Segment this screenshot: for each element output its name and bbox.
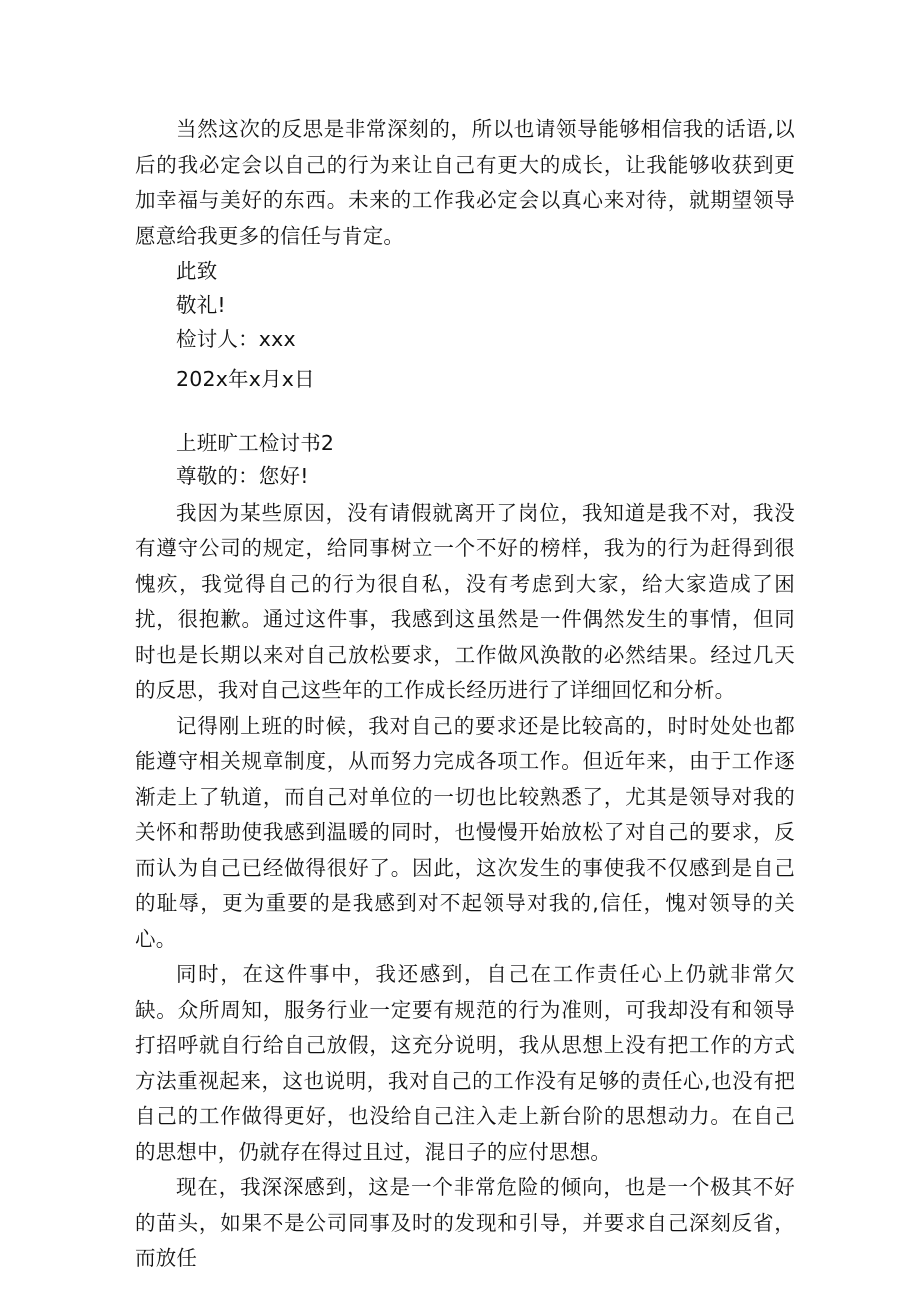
closing-salutation: 此致 [176,259,218,283]
paragraph-2: 记得刚上班的时候，我对自己的要求还是比较高的，时时处处也都能遵守相关规章制度，从而努力完成各项工作。但近年来，由于工作逐渐走上了轨道，而自己对单位的一切也比较熟悉了，尤其是领导对我的关怀和帮助使我感到温暖的同时，也慢慢开始放松了对自己的要求，反而认为自己已经做得很好了。因此，这次发生的事使我不仅感到是自己的耻辱，更为重要的是我感到对不起领导对我的,信任，愧对领导的关心。 [135,713,795,951]
paragraph-1: 我因为某些原因，没有请假就离开了岗位，我知道是我不对，我没有遵守公司的规定，给同事树立一个不好的榜样，我为的行为赶得到很愧疚，我觉得自己的行为很自私，没有考虑到大家，给大家造成了困扰，很抱歉。通过这件事，我感到这虽然是一件偶然发生的事情，但同时也是长期以来对自己放松要求，工作做风涣散的必然结果。经过几天的反思，我对自己这些年的工作成长经历进行了详细回忆和分析。 [135,500,795,702]
document-body [135,112,795,1277]
paragraph-4: 现在，我深深感到，这是一个非常危险的倾向，也是一个极其不好的苗头，如果不是公司同事及时的发现和引导，并要求自己深刻反省，而放任 [135,1175,795,1270]
paragraph-3: 同时，在这件事中，我还感到，自己在工作责任心上仍就非常欠缺。众所周知，服务行业一定要有规范的行为准则，可我却没有和领导打招呼就自行给自己放假，这充分说明，我从思想上没有把工作的方式方法重视起来，这也说明，我对自己的工作没有足够的责任心,也没有把自己的工作做得更好，也没给自己注入走上新台阶的思想动力。在自己的思想中，仍就存在得过且过，混日子的应付思想。 [135,962,795,1164]
section-title: 上班旷工检讨书2 [176,430,335,455]
section-gap [135,398,795,427]
greeting-line: 尊敬的：您好! [176,463,309,488]
paragraph-reflection: 当然这次的反思是非常深刻的，所以也请领导能够相信我的话语,以后的我必定会以自己的行为来让自己有更大的成长，让我能够收获到更加幸福与美好的东西。未来的工作我必定会以真心来对待，就期望领导愿意给我更多的信任与肯定。 [135,117,795,248]
closing-respect: 敬礼! [176,293,226,317]
signature-line: 检讨人：xxx [176,327,296,351]
date-line: 202x年x月x日 [176,367,315,391]
